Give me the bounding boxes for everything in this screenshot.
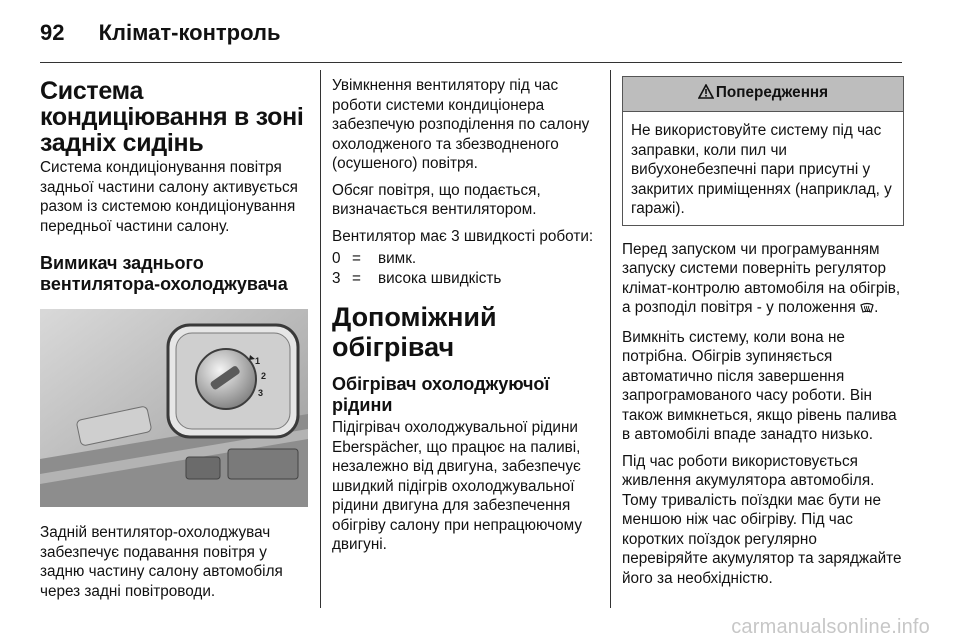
warning-text: Не використовуйте систему під час заправки, коли пил чи вибухонебезпечні пари присутні у закритих приміщеннях (наприклад, у гаражі). xyxy=(631,122,892,217)
warning-title: Попередження xyxy=(715,84,829,101)
column-divider-2 xyxy=(610,70,611,608)
battery-text: Під час роботи використовується живлення акумулятора автомобіля. Тому тривалість поїздки має бути не меншою ніж час обігріву. Під час коротких поїздок регулярно перевіряйте акумулятор та заряджайте його за необхідністю. xyxy=(622,452,902,587)
warning-triangle-icon xyxy=(698,79,714,111)
rear-fan-switch-photo xyxy=(40,309,308,507)
page-number: 92 xyxy=(40,20,65,45)
coolant-heater-text: Підігрівач охолоджувальної рідини Eberspächer, що працює на паливі, незалежно від двигуна, забезпечує швидкий підігрів охолоджувальної рідини двигуна для забезпечення обігріву салону при непрацюючому двигуні. xyxy=(332,419,582,553)
watermark: carmanualsonline.info xyxy=(731,616,930,638)
switch-off-text: Вимкніть систему, коли вона не потрібна. Обігрів зупиняється автоматично після завершення запрограмованого часу роботи. Він також вимкнеться, якщо рівень палива в автомобілі впаде занадто низько. xyxy=(622,328,897,443)
warning-header xyxy=(623,77,903,112)
warning-box xyxy=(622,76,904,226)
header-rule xyxy=(40,62,902,63)
fan-dial-illustration xyxy=(40,309,308,507)
air-volume-text: Обсяг повітря, що подається, визначається вентилятором. xyxy=(332,181,541,218)
rear-ac-intro: Система кондиціонування повітря задньої частини салону активується разом із системою кондиціонування передньої частини салону. xyxy=(40,159,298,235)
column-divider-1 xyxy=(320,70,321,608)
fan-speed-row: 0 = вимк. xyxy=(332,250,417,267)
section-heading-rear-ac: Система кондиціювання в зоні задніх сидінь xyxy=(40,77,304,157)
dial-label-2: 2 xyxy=(261,371,267,381)
column-1 xyxy=(40,70,308,608)
rear-fan-switch-heading: Вимикач заднього вентилятора-охолоджувача xyxy=(40,253,288,294)
before-start-text: Перед запуском чи програмуванням запуску системи поверніть регулятор клімат-контролю автомобіля на обігрів, а розподіл повітря - у положення . xyxy=(622,240,904,321)
column-3 xyxy=(622,70,904,595)
fan-operation-text: Увімкнення вентилятору під час роботи системи кондиціонера забезпечую розподілення по салону охолодженого та збезводненого (осушеного) повітря. xyxy=(332,77,590,172)
rear-fan-caption: Задній вентилятор-охолоджувач забезпечує подавання повітря у задню частину салону автомобіля через задні повітроводи. xyxy=(40,524,283,600)
section-heading-aux-heater: Допоміжний обігрівач xyxy=(332,302,497,362)
dial-label-1: 1 xyxy=(255,356,261,366)
coolant-heater-heading: Обігрівач охолоджуючої рідини xyxy=(332,374,550,415)
windscreen-defrost-icon xyxy=(860,301,874,321)
dial-label-3: 3 xyxy=(258,388,264,398)
fan-speed-row: 3 = висока швидкість xyxy=(332,269,502,287)
fan-speeds-text: Вентилятор має 3 швидкості роботи: xyxy=(332,227,594,245)
page-title: Клімат-контроль xyxy=(98,20,281,45)
page-header xyxy=(40,20,281,46)
fan-speed-list xyxy=(332,249,600,288)
column-2 xyxy=(332,70,600,562)
